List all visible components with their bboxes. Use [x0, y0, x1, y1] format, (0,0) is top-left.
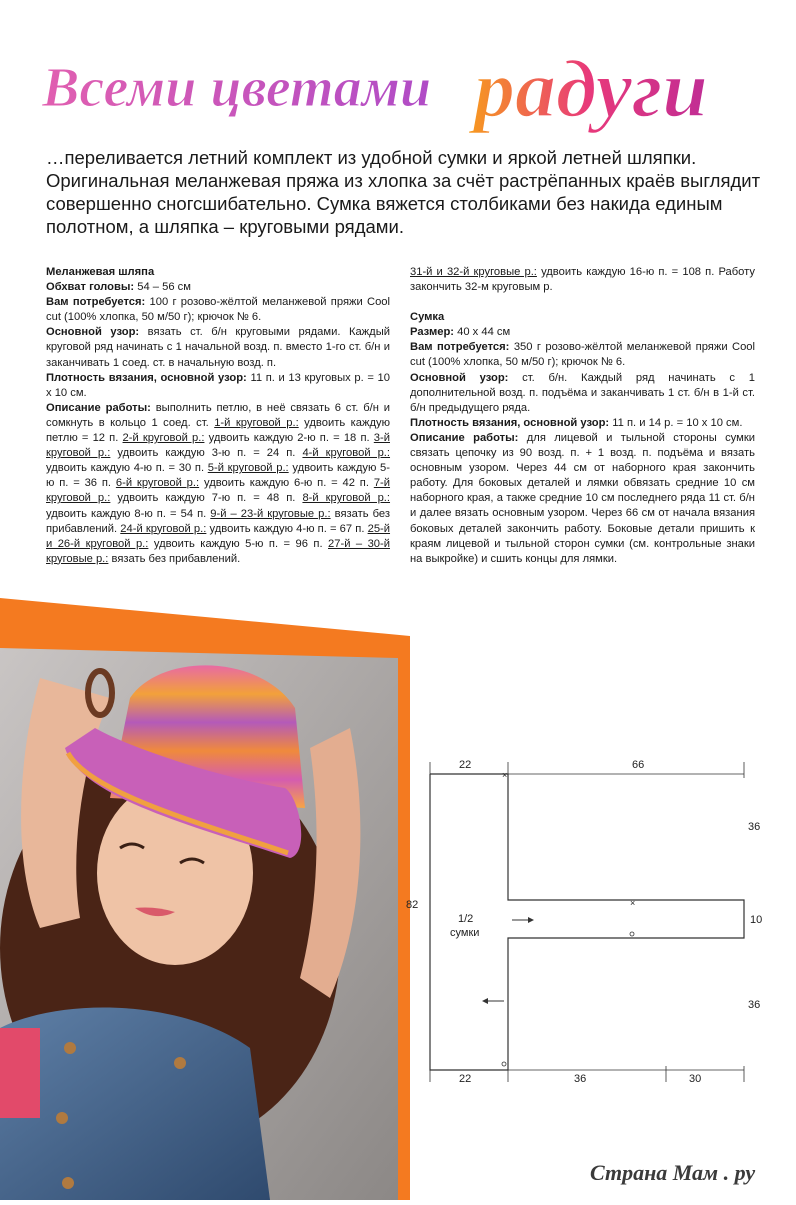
- watermark: Страна Мам . ру: [590, 1160, 756, 1185]
- bag-size-label: Размер:: [410, 326, 455, 339]
- hat-desc-label: Описание работы:: [46, 401, 151, 414]
- hat-need-value: 100 г розово-жёлтой меланжевой пряжи Cool cut (100% хлопка, 50 м/50 г); крючок № 6.: [46, 296, 391, 324]
- bag-density-value: 11 п. и 14 р. = 10 х 10 см.: [612, 416, 743, 429]
- hat-row-label: 27-й – 30-й круговые р.:: [46, 537, 390, 565]
- hat-pattern-label: Основной узор:: [46, 326, 140, 339]
- hat-row-label: 2-й круговой р.:: [122, 432, 205, 445]
- hat-heading: Меланжевая шляпа: [46, 266, 155, 278]
- hat-row-label: 4-й круговой р.:: [302, 447, 391, 460]
- hat-desc-intro: выполнить петлю, в неё связать 6 ст. б/н и сомкнуть в кольцо 1 соед. ст.: [46, 401, 390, 429]
- dim-label: 66: [632, 759, 645, 771]
- circle-mark-icon: [630, 932, 634, 936]
- hat-pattern-value: вязать ст. б/н круговыми рядами. Каждый круговой ряд начинать с 1 начальной возд. п. вместо 1-го ст. б/н и заканчивать 1 соед. ст. в начальную возд. п.: [46, 326, 390, 369]
- hat-row-label: 24-й круговой р.:: [120, 522, 207, 535]
- dim-label: 36: [574, 1073, 587, 1085]
- hat-row-label: 6-й круговой р.:: [115, 477, 200, 490]
- hat-row-text: удвоить каждую 4-ю п. = 67 п.: [209, 522, 365, 535]
- bag-need-value: 350 г розово-жёлтой меланжевой пряжи Cool cut (100% хлопка, 50 м/50 г); крючок № 6.: [410, 341, 756, 369]
- hat-row-text: удвоить каждую 5-ю п. = 36 п.: [46, 462, 391, 490]
- bag-heading: Сумка: [410, 311, 445, 324]
- title-part-2: радуги: [474, 43, 708, 134]
- hat-need-label: Вам потребуется:: [46, 296, 146, 309]
- hat-row-label: 7-й круговой р.:: [46, 477, 391, 505]
- hat-row-label: 9-й – 23-й круговые р.:: [210, 507, 331, 520]
- hat-row-text: удвоить каждую 7-ю п. = 48 п.: [117, 492, 296, 505]
- title-part-1: Всеми цветами: [42, 57, 432, 119]
- hat-row-text: удвоить каждую петлю = 12 п.: [46, 416, 390, 445]
- hat-row-text: вязать без прибавлений.: [46, 507, 391, 535]
- bag-pattern-diagram: [396, 748, 776, 1098]
- dim-label: 22: [459, 1073, 472, 1085]
- hat-row-text: удвоить каждую 4-ю п. = 30 п.: [46, 462, 205, 475]
- cross-mark-icon: ×: [502, 770, 508, 780]
- hat-size-label: Обхват головы:: [46, 281, 135, 294]
- intro-text: …переливается летний комплект из удобной сумки и яркой летней шляпки. Оригинальная меланжевая пряжа из хлопка за счёт растрёпанных краёв выглядит совершенно сногсшибательно. Сумка вяжется столбиками без накида единым полотном, а шляпка – круговыми рядами.: [46, 147, 761, 237]
- bag-pattern-label: Основной узор:: [410, 371, 509, 384]
- dim-label: 82: [406, 899, 419, 911]
- hat-row-text: вязать без прибавлений.: [111, 552, 241, 565]
- hat-row-label: 1-й круговой р.:: [214, 416, 299, 429]
- dim-label: 36: [748, 821, 761, 833]
- bag-pattern-value: ст. б/н. Каждый ряд начинать с 1 дополнительной возд. п. подъёма и заканчивать 1 ст. б/н в 1-й ст. б/н предыдущего ряда.: [410, 371, 755, 414]
- hat-continuation: [410, 265, 755, 295]
- bag-density-label: Плотность вязания, основной узор:: [410, 416, 610, 429]
- hat-instructions: [46, 265, 390, 567]
- hat-row-text: удвоить каждую 5-ю п. = 96 п.: [153, 537, 323, 550]
- hat-row-text: удвоить каждую 16-ю п. = 108 п. Работу закончить 32-м круговым р.: [410, 266, 755, 294]
- hat-row-label: 31-й и 32-й круговые р.:: [410, 266, 537, 278]
- bag-desc-value: для лицевой и тыльной стороны сумки связать цепочку из 90 возд. п. + 1 возд. п. подъёма и вязать основным узором. Через 44 см от наборного края закончить работу. Для боковых деталей и лямки обвязать средние 10 см наборного края, а также средние 10 см последнего ряда 11 ст. б/н и далее вязать основным узором. Через 66 см от начала вязания боковых деталей закончить работу. Боковые детали пришить к краям лицевой и тыльной сторон сумки (см. контрольные знаки на выкройке) и сшить концы для лямки.: [410, 431, 755, 565]
- circle-mark-icon: [502, 1062, 506, 1066]
- panel-label: сумки: [450, 927, 480, 939]
- hat-density-value: 11 п. и 13 круговых р. = 10 х 10 см.: [46, 371, 391, 399]
- hat-size-value: 54 – 56 см: [137, 281, 191, 294]
- hat-row-label: 25-й и 26-й круговой р.:: [46, 522, 391, 550]
- cross-mark-icon: ×: [630, 898, 636, 908]
- page-title: [34, 28, 774, 148]
- bag-size-value: 40 х 44 см: [457, 326, 511, 339]
- bag-need-label: Вам потребуется:: [410, 341, 510, 354]
- bag-instructions: [410, 265, 755, 567]
- hat-density-label: Плотность вязания, основной узор:: [46, 371, 247, 384]
- hat-row-text: удвоить каждую 8-ю п. = 54 п.: [46, 507, 207, 520]
- dim-label: 22: [459, 759, 472, 771]
- hat-description: [46, 401, 390, 567]
- panel-label: 1/2: [458, 913, 474, 925]
- hat-row-text: удвоить каждую 3-ю п. = 24 п.: [117, 447, 296, 460]
- dim-label: 10: [750, 914, 763, 926]
- dim-label: 36: [748, 999, 761, 1011]
- hat-row-label: 3-й круговой р.:: [46, 432, 390, 460]
- hat-row-label: 8-й круговой р.:: [302, 492, 391, 505]
- dim-label: 30: [689, 1073, 702, 1085]
- bag-desc-label: Описание работы:: [410, 431, 519, 444]
- hat-row-label: 5-й круговой р.:: [207, 462, 289, 475]
- hat-row-text: удвоить каждую 2-ю п. = 18 п.: [208, 432, 370, 445]
- hat-row-text: удвоить каждую 6-ю п. = 42 п.: [203, 477, 369, 490]
- model-photo: [0, 598, 410, 1200]
